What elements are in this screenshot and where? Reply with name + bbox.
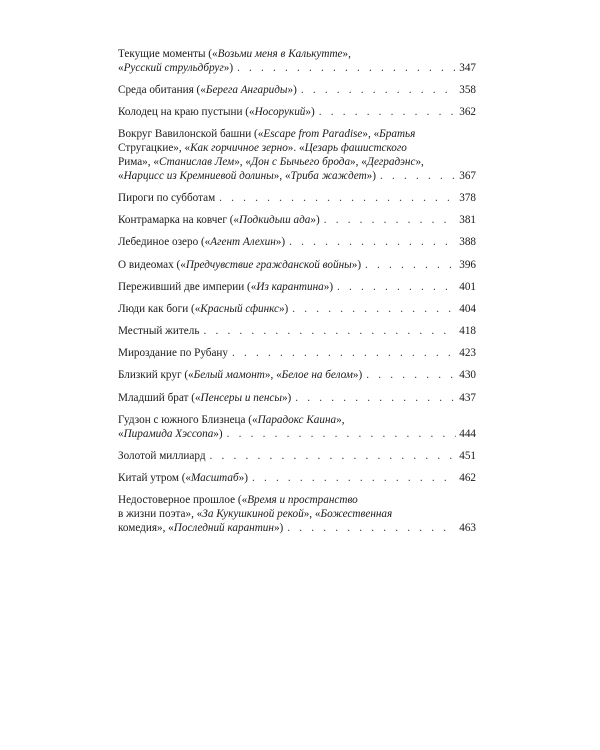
toc-entry-title-line: Младший брат («Пенсеры и пенсы») <box>118 391 292 404</box>
toc-page-number: 444 <box>459 427 476 440</box>
dot-leader <box>319 106 457 120</box>
dot-leader <box>252 472 456 486</box>
toc-entry-title-line: Вокруг Вавилонской башни («Escape from Paradise», «Братья <box>118 128 416 141</box>
dot-leader <box>203 325 456 339</box>
toc-page-number: 404 <box>459 302 476 315</box>
toc-entry-title-line: Недостоверное прошлое («Время и пространство <box>118 494 358 507</box>
toc-entry <box>118 128 476 183</box>
toc-page-number: 358 <box>459 83 476 96</box>
toc-entry <box>118 236 476 250</box>
toc-page-number: 430 <box>459 369 476 382</box>
toc-entry-title-line: Контрамарка на ковчег («Подкидыш ада») <box>118 214 320 227</box>
toc-entry-title-line: Мироздание по Рубану <box>118 347 229 360</box>
toc-entry-title-line: Близкий круг («Белый мамонт», «Белое на белом») <box>118 369 363 382</box>
toc-entry-title-line: Среда обитания («Берега Ангариды») <box>118 83 297 96</box>
toc-page-number: 418 <box>459 325 476 338</box>
dot-leader <box>227 428 457 442</box>
toc-entry <box>118 347 476 361</box>
toc-page-number: 388 <box>459 236 476 249</box>
toc-entry <box>118 494 476 535</box>
toc-entry-title-line: Золотой миллиард <box>118 449 206 462</box>
toc-entry-title-line: Местный житель <box>118 325 200 338</box>
toc-page-number: 362 <box>459 106 476 119</box>
dot-leader <box>292 303 456 317</box>
toc-entry-title-line: Рима», «Станислав Лем», «Дон с Бычьего брода», «Деградэнс», <box>118 155 424 168</box>
toc-entry <box>118 84 476 98</box>
toc-page-number: 463 <box>459 521 476 534</box>
dot-leader <box>289 236 456 250</box>
toc-entry <box>118 303 476 317</box>
toc-page-number: 347 <box>459 61 476 74</box>
toc-page-number: 396 <box>459 258 476 271</box>
dot-leader <box>219 192 456 206</box>
toc-entry <box>118 392 476 406</box>
toc-entry <box>118 214 476 228</box>
toc-entry-title-line: «Пирамида Хэссопа») <box>118 427 223 440</box>
dot-leader <box>295 392 456 406</box>
dot-leader <box>380 170 456 184</box>
toc-page-number: 451 <box>459 449 476 462</box>
table-of-contents <box>118 48 476 544</box>
dot-leader <box>301 84 456 98</box>
toc-entry-title-line: в жизни поэта», «За Кукушкиной рекой», «Божественная <box>118 507 393 520</box>
toc-page-number: 401 <box>459 280 476 293</box>
dot-leader <box>324 214 457 228</box>
dot-leader <box>366 369 456 383</box>
toc-page-number: 378 <box>459 191 476 204</box>
dot-leader <box>365 259 456 273</box>
dot-leader <box>337 281 456 295</box>
toc-entry-title-line: Пироги по субботам <box>118 191 216 204</box>
dot-leader <box>237 62 456 76</box>
toc-entry <box>118 281 476 295</box>
toc-entry-title-line: Текущие моменты («Возьми меня в Калькутте», <box>118 48 351 60</box>
toc-entry <box>118 325 476 339</box>
toc-entry <box>118 192 476 206</box>
toc-page-number: 437 <box>459 391 476 404</box>
toc-entry <box>118 48 476 76</box>
toc-entry-title-line: Колодец на краю пустыни («Носорукий») <box>118 106 315 119</box>
toc-entry-title-line: Стругацкие», «Как горчичное зерно». «Цезарь фашистского <box>118 142 407 155</box>
toc-entry <box>118 450 476 464</box>
dot-leader <box>210 450 457 464</box>
toc-entry <box>118 106 476 120</box>
toc-entry-title-line: Переживший две империи («Из карантина») <box>118 280 334 293</box>
toc-page-number: 462 <box>459 471 476 484</box>
toc-entry <box>118 369 476 383</box>
dot-leader <box>287 522 456 536</box>
toc-entry-title-line: Люди как боги («Красный сфинкс») <box>118 302 289 315</box>
toc-page-number: 423 <box>459 347 476 360</box>
toc-entry-title-line: комедия», «Последний карантин») <box>118 521 284 534</box>
toc-entry-title-line: Китай утром («Масштаб») <box>118 471 248 484</box>
dot-leader <box>232 347 456 361</box>
toc-page-number: 381 <box>459 214 476 227</box>
toc-entry-title-line: О видеомах («Предчувствие гражданской войны») <box>118 258 362 271</box>
toc-entry <box>118 472 476 486</box>
toc-entry <box>118 259 476 273</box>
toc-entry-title-line: Лебединое озеро («Агент Алехин») <box>118 236 286 249</box>
toc-entry-title-line: Гудзон с южного Близнеца («Парадокс Каина», <box>118 413 345 426</box>
toc-page-number: 367 <box>459 169 476 182</box>
toc-entry <box>118 414 476 442</box>
toc-entry-title-line: «Нарцисс из Кремниевой долины», «Триба жаждет») <box>118 169 376 182</box>
toc-entry-title-line: «Русский струльдбруг») <box>118 61 234 74</box>
